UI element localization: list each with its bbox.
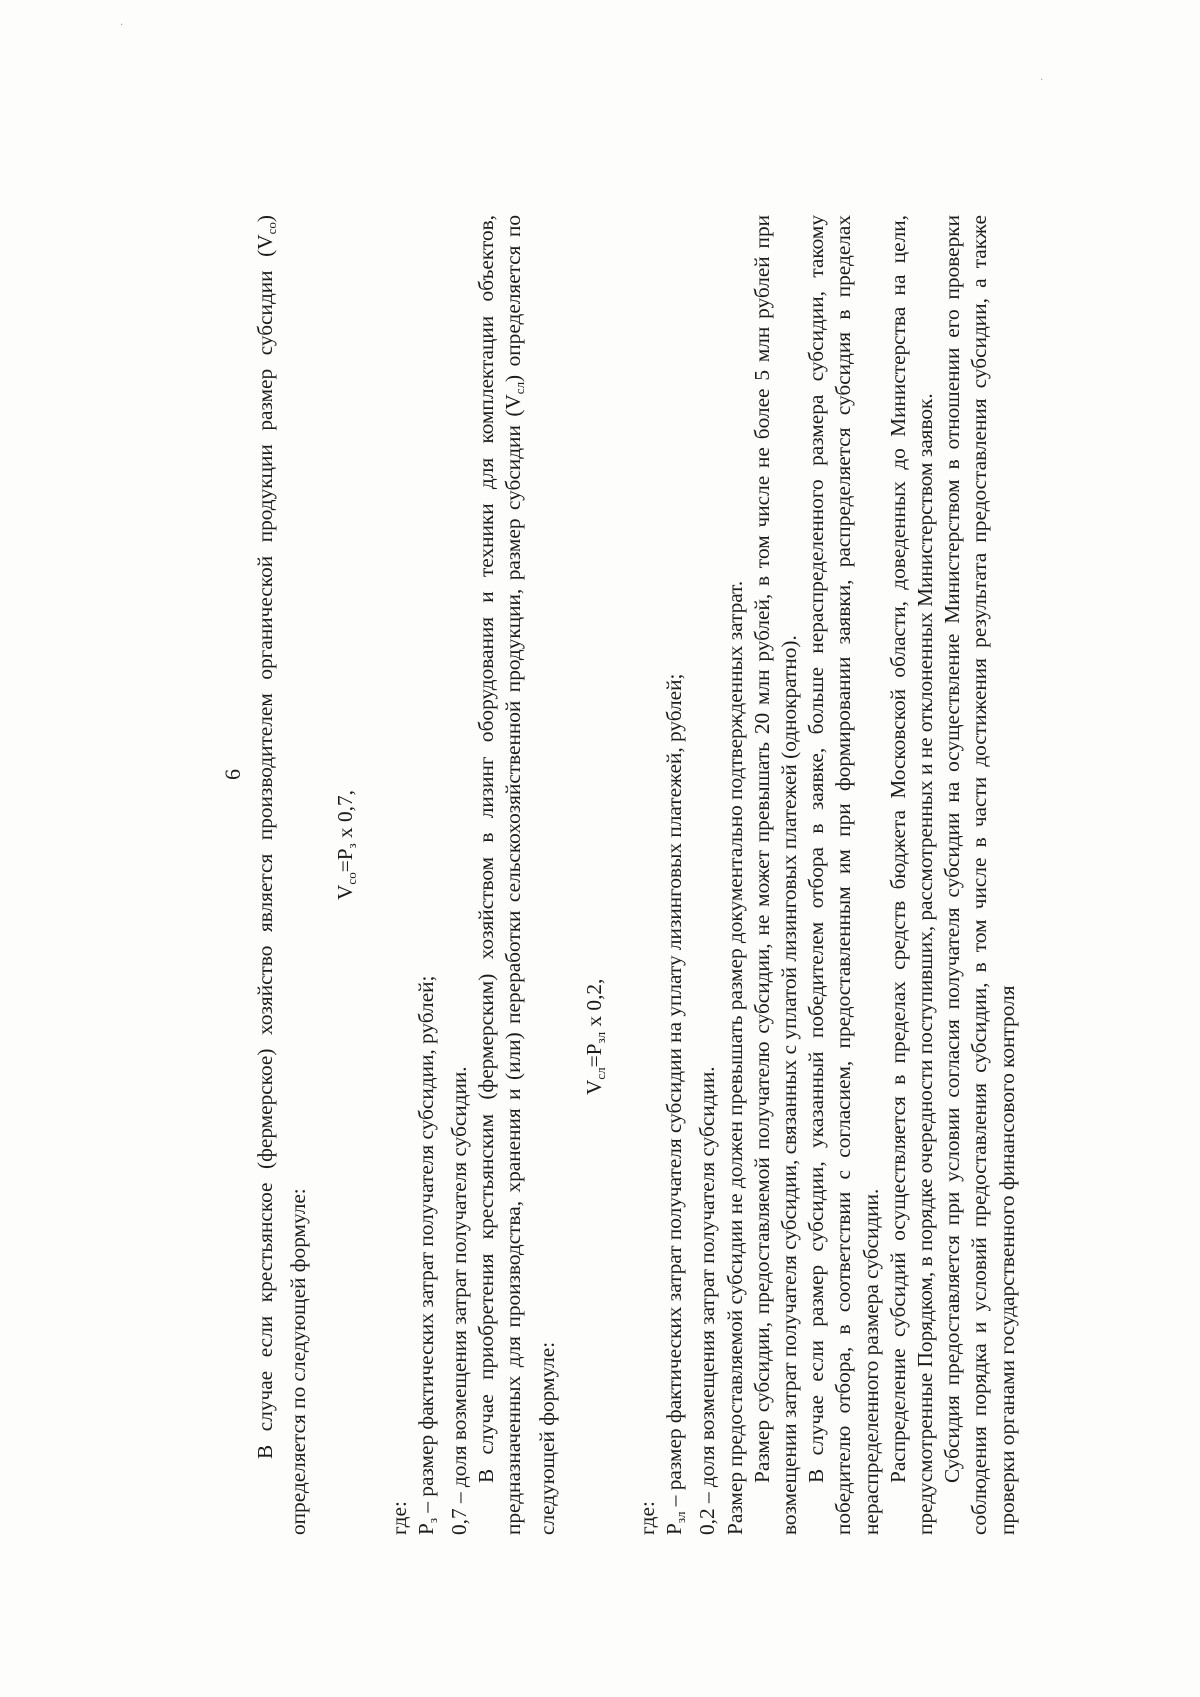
rotated-content xyxy=(190,215,1019,1535)
where-text: – размер фактических затрат получателя субсидии, рублей; xyxy=(413,975,438,1518)
body-paragraph: Размер предоставляемой субсидии не должен превышать размер документально подтвержденных затрат. xyxy=(722,580,747,1535)
where-label: где: xyxy=(386,1501,411,1535)
formula-rhs-sub: з xyxy=(344,843,360,849)
intro-subscript: со xyxy=(264,222,279,235)
where-symbol: Р xyxy=(662,1523,687,1535)
formula-rhs-sub: зл xyxy=(592,1031,608,1044)
where-item xyxy=(413,215,446,1535)
page-number: 6 xyxy=(220,769,245,780)
intro-text-after: ) определяется по следующей формуле: xyxy=(253,215,311,1535)
where-item: 0,7 – доля возмещения затрат получателя субсидии. xyxy=(447,1066,472,1535)
formula-organic xyxy=(332,215,365,1535)
body-paragraph: Размер субсидии, предоставляемой получателю субсидии, не может превышать 20 млн рублей, в том числе не более 5 млн рублей при возмещении затрат получателя субсидии, связанных с уплатой лизинговых платежей (однократно). xyxy=(749,215,802,1535)
scan-speck: · xyxy=(1040,75,1044,86)
formula-eq: =Р xyxy=(581,1043,606,1068)
formula-lhs: V xyxy=(581,1079,606,1095)
where-symbol-sub: з xyxy=(424,1518,440,1524)
where-item: 0,2 – доля возмещения затрат получателя субсидии. xyxy=(695,1066,720,1535)
formula-leasing xyxy=(581,215,614,1535)
leasing-subscript: сл xyxy=(512,381,528,395)
formula-rest: х 0,7, xyxy=(333,790,358,844)
where-item xyxy=(661,215,694,1535)
scan-speck: · xyxy=(120,20,124,31)
where-symbol: Р xyxy=(413,1523,438,1535)
body-paragraph: Распределение субсидий осуществляется в пределах средств бюджета Московской области, доведенных до Министерства на цели, предусмотренные Порядком, в порядке очередности поступивших, рассмотренных и не отклоненных Министерством заявок. xyxy=(885,215,938,1535)
body-paragraph: В случае если размер субсидии, указанный победителем отбора в заявке, больше нераспределенного размера субсидии, такому победителю отбора, в соответствии с согласием, предоставленным им при формировании заявки, распределяется субсидия в пределах нераспределенного размера субсидии. xyxy=(804,215,883,1535)
where-symbol-sub: зл xyxy=(673,1511,689,1524)
document-body xyxy=(252,215,1021,1535)
where-label: где: xyxy=(635,1501,660,1535)
leasing-text: В случае приобретения крестьянским (фермерским) хозяйством в лизинг оборудования и техники для комплектации объектов, предназначенных для производства, хранения и (или) переработки сельскохозяйственной продукции, размер субсидии (V xyxy=(474,215,526,1535)
formula-lhs-sub: сл xyxy=(592,1067,608,1080)
intro-paragraph xyxy=(252,215,312,1535)
leasing-text-after: ) определяется по следующей формуле: xyxy=(501,215,559,1535)
intro-text: В случае если крестьянское (фермерское) хозяйство является производителем органической продукции размер субсидии (V xyxy=(253,234,277,1459)
body-paragraph: Субсидия предоставляется при условии согласия получателя субсидии на осуществление Министерством в отношении его проверки соблюдения порядка и условий предоставления субсидии, в том числе в части достижения результата предоставления субсидии, а также проверки органами государственного финансового контроля xyxy=(940,215,1019,1535)
formula-lhs-sub: со xyxy=(344,872,360,885)
formula-lhs: V xyxy=(333,884,358,900)
formula-rest: х 0,2, xyxy=(581,978,606,1032)
formula-eq: =Р xyxy=(333,848,358,873)
leasing-paragraph xyxy=(473,215,561,1535)
where-text: – размер фактических затрат получателя субсидии на уплату лизинговых платежей, рублей; xyxy=(662,673,687,1512)
